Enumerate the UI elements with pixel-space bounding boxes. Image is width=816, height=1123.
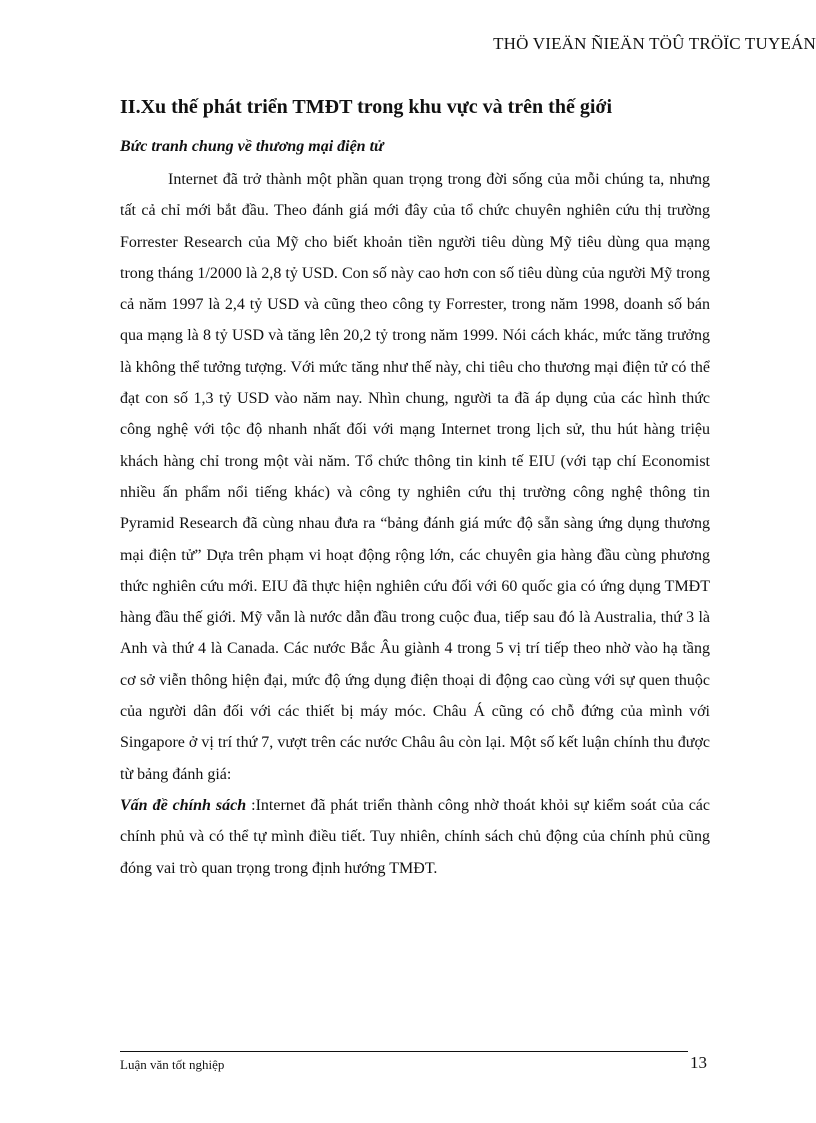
footer-divider (120, 1051, 688, 1052)
running-header: THÖ VIEÄN ÑIEÄN TÖÛ TRÖÏC TUYEÁN (493, 34, 816, 53)
page-number: 13 (690, 1053, 707, 1072)
footer-label: Luận văn tốt nghiệp (120, 1057, 225, 1072)
section-subtitle: Bức tranh chung về thương mại điện tử (120, 138, 384, 155)
section-title: II.Xu thế phát triển TMĐT trong khu vực và trên thế giới (120, 96, 613, 118)
policy-term: Vấn đề chính sách (120, 796, 247, 814)
paragraph-policy (120, 790, 710, 884)
policy-text: :Internet đã phát triển thành công nhờ thoát khỏi sự kiểm soát của các chính phủ và có thể tự mình điều tiết. Tuy nhiên, chính sách chủ động của chính phủ cũng đóng vai trò quan trọng trong định hướng TMĐT. (120, 796, 710, 877)
paragraph-intro: Internet đã trở thành một phần quan trọng trong đời sống của mỗi chúng ta, nhưng tất cả chỉ mới bắt đầu. Theo đánh giá mới đây của tổ chức chuyên nghiên cứu thị trường Forrester Research của Mỹ cho biết khoản tiền người tiêu dùng Mỹ tiêu dùng qua mạng trong tháng 1/2000 là 2,8 tỷ USD. Con số này cao hơn con số tiêu dùng của người Mỹ trong cả năm 1997 là 2,4 tỷ USD và cũng theo công ty Forrester, trong năm 1998, doanh số bán qua mạng là 8 tỷ USD và tăng lên 20,2 tỷ trong năm 1999. Nói cách khác, mức tăng trưởng là không thể tưởng tượng. Với mức tăng như thế này, chi tiêu cho thương mại điện tử có thể đạt con số 1,3 tỷ USD vào năm nay. Nhìn chung, người ta đã áp dụng của các hình thức công nghệ với tộc độ nhanh nhất đối với mạng Internet trong lịch sử, thu hút hàng triệu khách hàng chỉ trong một vài năm. Tổ chức thông tin kinh tế EIU (với tạp chí Economist nhiều ấn phẩm nổi tiếng khác) và công ty nghiên cứu thị trường công nghệ thông tin Pyramid Research đã cùng nhau đưa ra “bảng đánh giá mức độ sẵn sàng ứng dụng thương mại điện tử” Dựa trên phạm vi hoạt động rộng lớn, các chuyên gia hàng đầu cùng phương thức nghiên cứu mới. EIU đã thực hiện nghiên cứu đối với 60 quốc gia có ứng dụng TMĐT hàng đầu thế giới. Mỹ vẫn là nước dẫn đầu trong cuộc đua, tiếp sau đó là Australia, thứ 3 là Anh và thứ 4 là Canada. Các nước Bắc Âu giành 4 trong 5 vị trí tiếp theo nhờ vào hạ tầng cơ sở viễn thông hiện đại, mức độ ứng dụng điện thoại di động cao cùng với sự quen thuộc của người dân đối với các thiết bị máy móc. Châu Á cũng có chỗ đứng của mình với Singapore ở vị trí thứ 7, vượt trên các nước Châu âu còn lại. Một số kết luận chính thu được từ bảng đánh giá: (120, 171, 710, 783)
page-body (120, 92, 710, 884)
